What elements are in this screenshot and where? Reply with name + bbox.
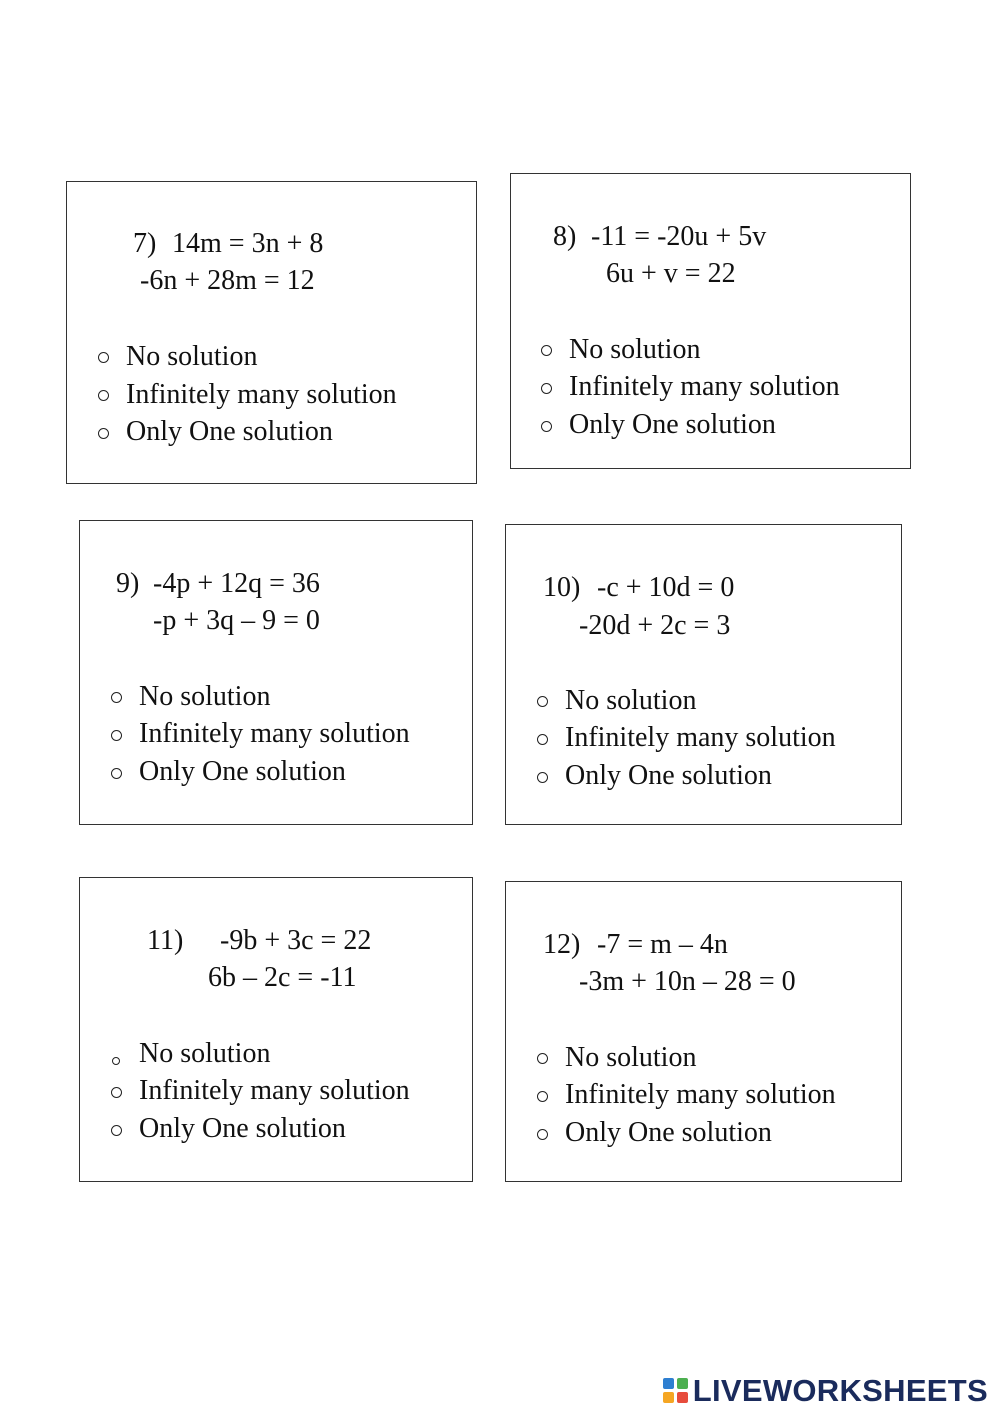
option-infinitely-many: Infinitely many solution: [139, 718, 410, 749]
radio-no-solution[interactable]: [112, 1057, 120, 1065]
problem-number: 11): [147, 925, 184, 956]
option-infinitely-many: Infinitely many solution: [565, 1079, 836, 1110]
option-infinitely-many: Infinitely many solution: [569, 371, 840, 402]
radio-infinitely-many[interactable]: [537, 734, 548, 745]
equation-2: -p + 3q – 9 = 0: [153, 605, 320, 636]
radio-infinitely-many[interactable]: [111, 1087, 122, 1098]
option-no-solution: No solution: [126, 341, 258, 372]
radio-no-solution[interactable]: [541, 345, 552, 356]
equation-2: 6b – 2c = -11: [208, 962, 357, 993]
radio-only-one[interactable]: [98, 428, 109, 439]
radio-only-one[interactable]: [111, 768, 122, 779]
equation-1: -11 = -20u + 5v: [591, 221, 767, 252]
equation-1: -4p + 12q = 36: [153, 568, 320, 599]
option-no-solution: No solution: [565, 1042, 697, 1073]
equation-2: -6n + 28m = 12: [140, 265, 315, 296]
option-infinitely-many: Infinitely many solution: [565, 722, 836, 753]
option-no-solution: No solution: [565, 685, 697, 716]
liveworksheets-logo-text: LIVEWORKSHEETS: [692, 1373, 988, 1408]
option-only-one: Only One solution: [565, 1117, 772, 1148]
problem-number: 12): [543, 929, 581, 960]
option-infinitely-many: Infinitely many solution: [139, 1075, 410, 1106]
equation-1: -c + 10d = 0: [597, 572, 735, 603]
problem-number: 8): [553, 221, 577, 252]
radio-only-one[interactable]: [111, 1125, 122, 1136]
radio-no-solution[interactable]: [111, 692, 122, 703]
problem-number: 10): [543, 572, 581, 603]
radio-only-one[interactable]: [541, 421, 552, 432]
option-no-solution: No solution: [569, 334, 701, 365]
equation-2: -20d + 2c = 3: [579, 610, 731, 641]
option-only-one: Only One solution: [569, 409, 776, 440]
option-infinitely-many: Infinitely many solution: [126, 379, 397, 410]
radio-only-one[interactable]: [537, 772, 548, 783]
equation-2: 6u + v = 22: [606, 258, 736, 289]
radio-only-one[interactable]: [537, 1129, 548, 1140]
radio-infinitely-many[interactable]: [541, 383, 552, 394]
radio-infinitely-many[interactable]: [98, 390, 109, 401]
option-no-solution: No solution: [139, 681, 271, 712]
equation-1: -9b + 3c = 22: [220, 925, 372, 956]
option-only-one: Only One solution: [139, 756, 346, 787]
liveworksheets-logo-icon: [663, 1378, 689, 1404]
equation-1: 14m = 3n + 8: [172, 228, 324, 259]
option-no-solution: No solution: [139, 1038, 271, 1069]
option-only-one: Only One solution: [565, 760, 772, 791]
radio-no-solution[interactable]: [537, 1053, 548, 1064]
option-only-one: Only One solution: [126, 416, 333, 447]
radio-infinitely-many[interactable]: [537, 1091, 548, 1102]
liveworksheets-logo: [663, 1374, 988, 1408]
radio-no-solution[interactable]: [537, 696, 548, 707]
equation-1: -7 = m – 4n: [597, 929, 728, 960]
option-only-one: Only One solution: [139, 1113, 346, 1144]
problem-number: 7): [133, 228, 157, 259]
radio-no-solution[interactable]: [98, 352, 109, 363]
problem-number: 9): [116, 568, 140, 599]
equation-2: -3m + 10n – 28 = 0: [579, 966, 796, 997]
radio-infinitely-many[interactable]: [111, 730, 122, 741]
